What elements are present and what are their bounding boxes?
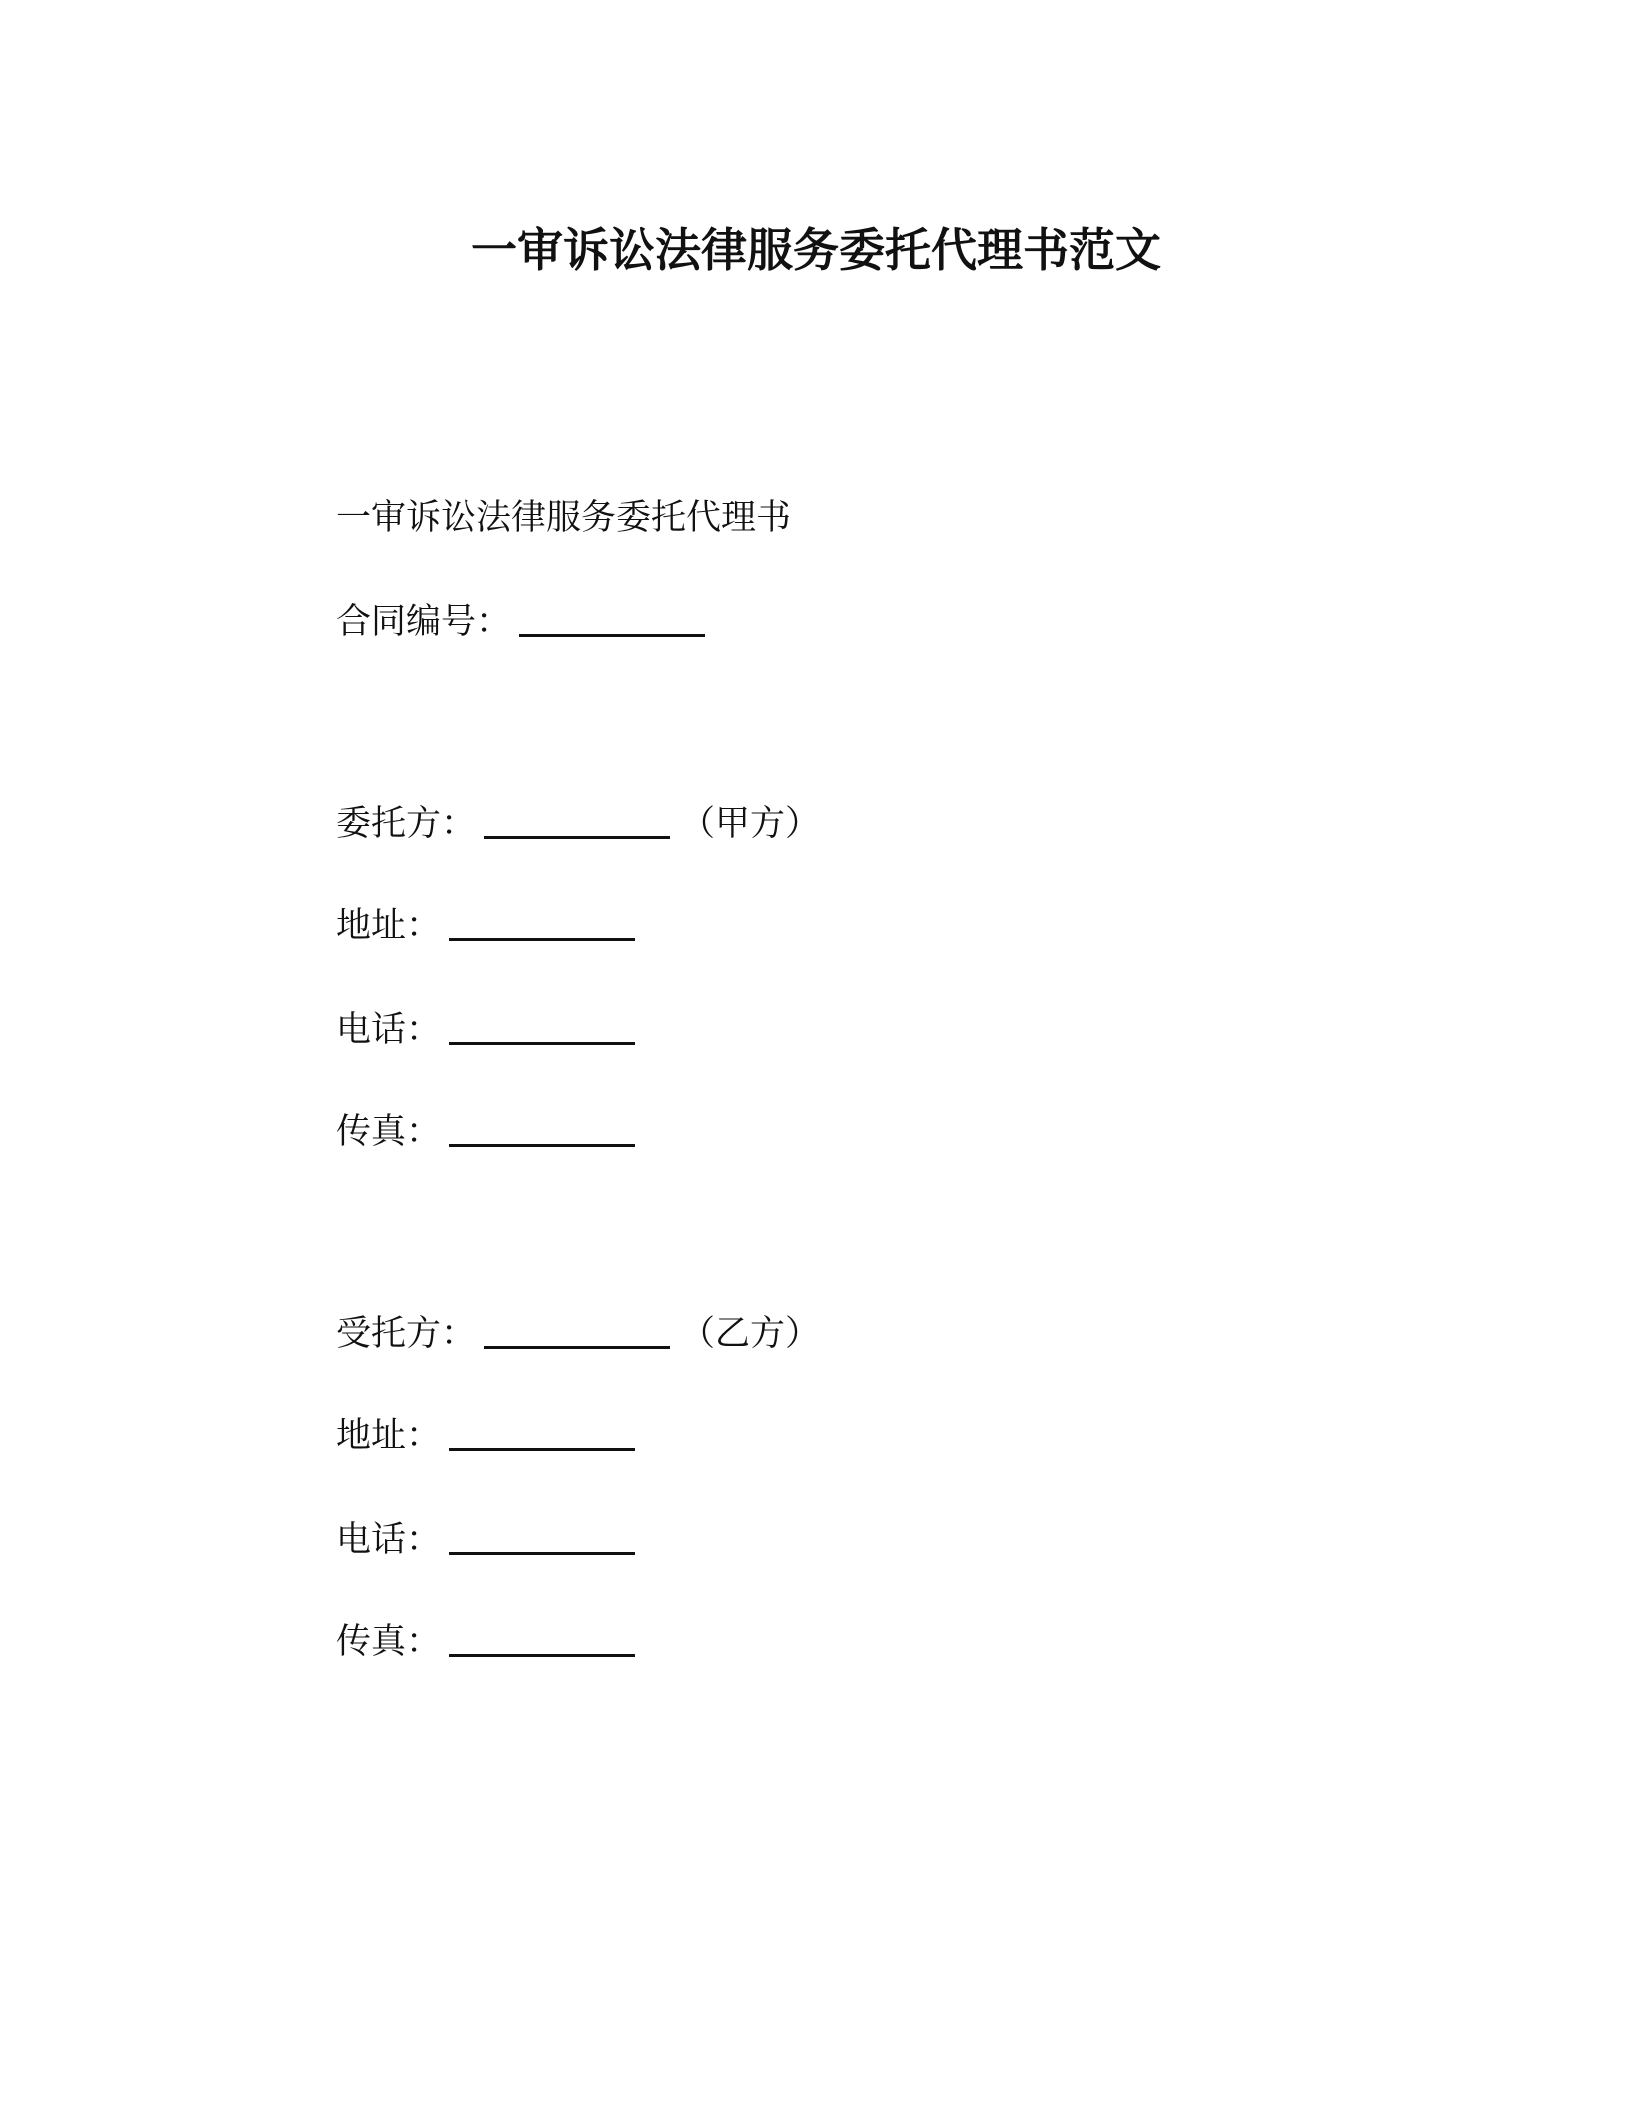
agent-address-blank: [449, 1418, 635, 1451]
agent-fax-label: 传真：: [336, 1622, 442, 1662]
contract-number-label: 合同编号：: [336, 602, 512, 642]
principal-fax-label: 传真：: [336, 1112, 442, 1152]
agent-role: （乙方）: [680, 1314, 821, 1354]
principal-role: （甲方）: [680, 804, 821, 844]
principal-address-row: [336, 904, 635, 948]
principal-address-blank: [449, 908, 635, 941]
principal-phone-blank: [449, 1012, 635, 1045]
principal-phone-label: 电话：: [336, 1010, 442, 1050]
agent-address-label: 地址：: [336, 1416, 442, 1456]
contract-number-blank: [519, 604, 705, 637]
principal-fax-row: [336, 1110, 635, 1154]
document-subtitle: [336, 496, 791, 540]
agent-row: [336, 1312, 820, 1356]
agent-label: 受托方：: [336, 1314, 477, 1354]
document-title: 一审诉讼法律服务委托代理书范文: [471, 223, 1161, 277]
agent-fax-row: [336, 1620, 635, 1664]
contract-number-row: [336, 600, 705, 644]
agent-phone-label: 电话：: [336, 1520, 442, 1560]
principal-phone-row: [336, 1008, 635, 1052]
principal-fax-blank: [449, 1114, 635, 1147]
principal-blank: [484, 806, 670, 839]
agent-blank: [484, 1316, 670, 1349]
principal-address-label: 地址：: [336, 906, 442, 946]
subtitle-text: 一审诉讼法律服务委托代理书: [336, 498, 792, 538]
principal-label: 委托方：: [336, 804, 477, 844]
agent-phone-blank: [449, 1522, 635, 1555]
agent-address-row: [336, 1414, 635, 1458]
agent-fax-blank: [449, 1624, 635, 1657]
principal-row: [336, 802, 820, 846]
agent-phone-row: [336, 1518, 635, 1562]
